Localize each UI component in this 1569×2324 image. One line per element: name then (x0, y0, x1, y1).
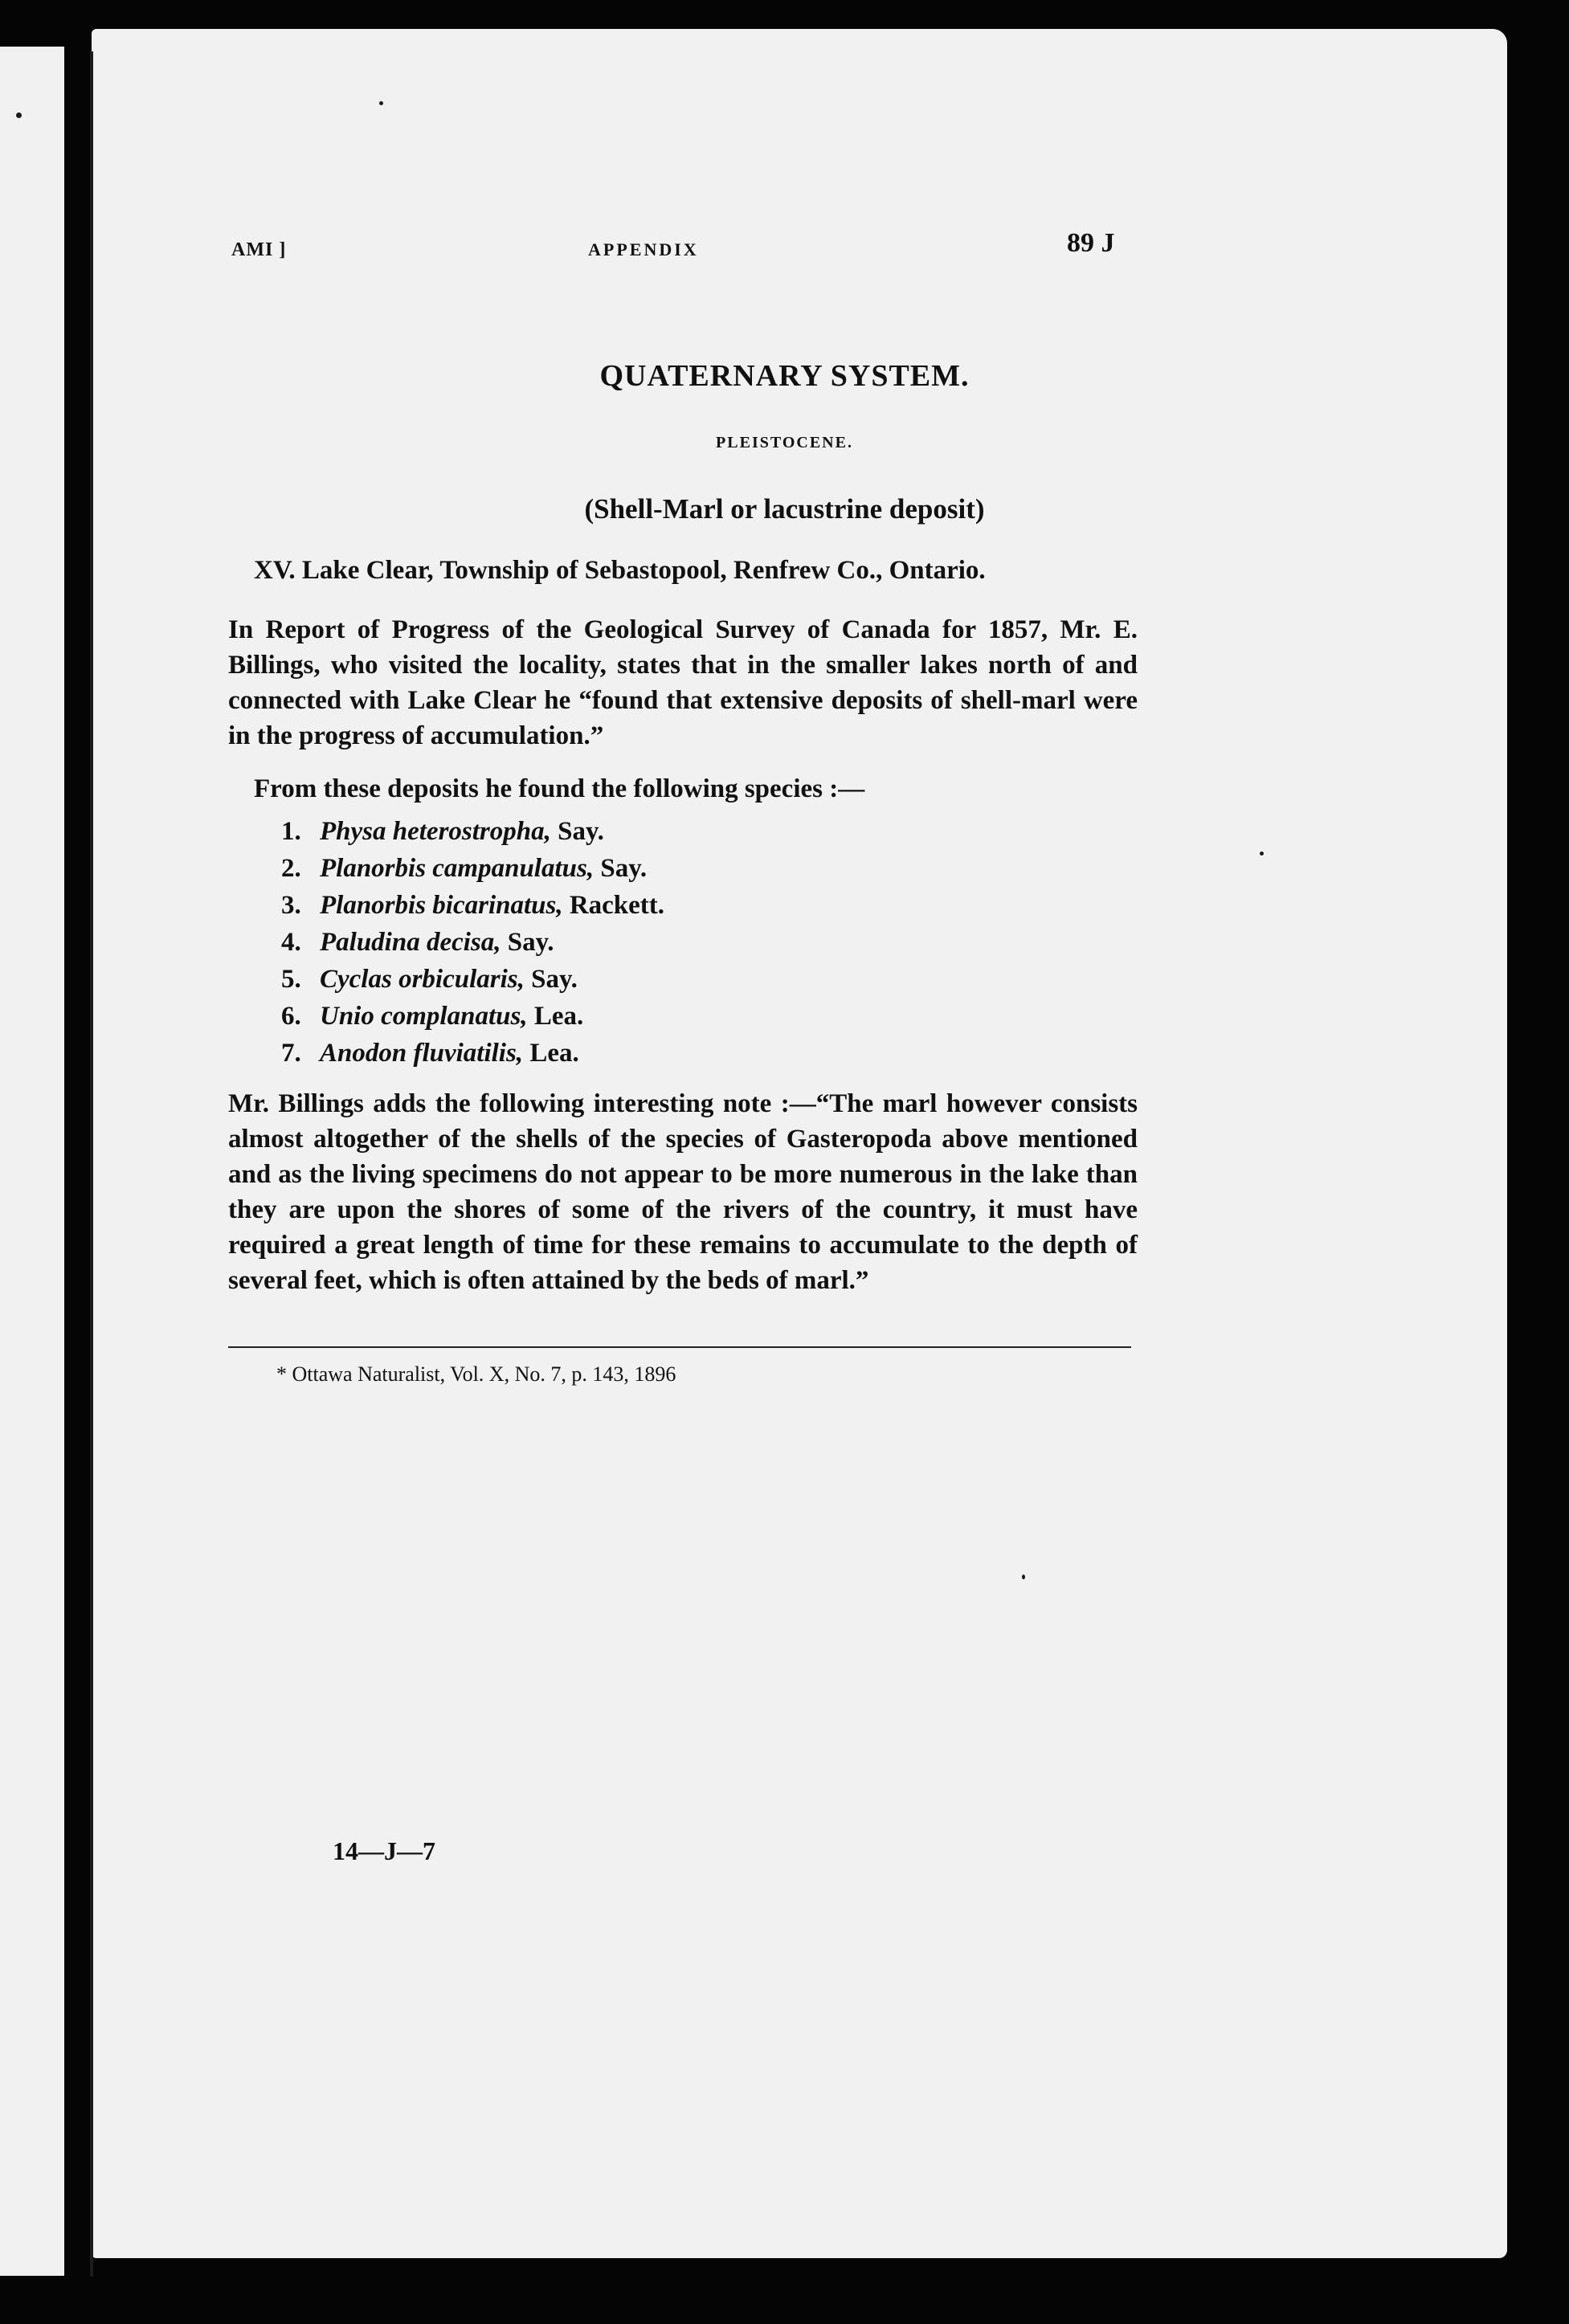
body-paragraph-1: In Report of Progress of the Geological Survey of Canada for 1857, Mr. E. Billings, who visited the locality, states that in the smaller lakes north of and connected with Lake Clear he “found that extensive deposits of shell-marl were in the progress of accumulation.” (228, 615, 1138, 750)
running-header-left: AMI ] (231, 239, 287, 260)
footnote: * Ottawa Naturalist, Vol. X, No. 7, p. 143, 1896 (276, 1362, 676, 1386)
species-name: Planorbis campanulatus, (320, 854, 595, 883)
species-name: Cyclas orbicularis, (320, 965, 525, 994)
species-name: Unio complanatus, (320, 1002, 528, 1031)
list-item-number: 3. (281, 891, 301, 920)
species-author: Rackett. (562, 891, 665, 920)
list-item (281, 887, 664, 924)
species-author: Say. (501, 928, 554, 957)
species-name: Paludina decisa, (320, 928, 501, 957)
list-item (281, 924, 664, 961)
species-author: Lea. (527, 1002, 584, 1031)
species-list (281, 813, 664, 1072)
scan-speck (379, 101, 383, 105)
species-author: Say. (550, 817, 604, 846)
species-author: Say. (524, 965, 578, 994)
list-item-number: 5. (281, 965, 301, 994)
list-item (281, 961, 664, 998)
section-title: QUATERNARY SYSTEM. (599, 359, 970, 393)
list-item-number: 2. (281, 854, 301, 883)
species-name: Anodon fluviatilis, (320, 1039, 524, 1068)
locality-heading: XV. Lake Clear, Township of Sebastopool, Renfrew Co., Ontario. (254, 556, 986, 585)
list-item (281, 1035, 664, 1072)
species-author: Say. (594, 854, 648, 883)
section-subtitle: PLEISTOCENE. (716, 434, 853, 451)
list-item-number: 4. (281, 928, 301, 957)
list-item (281, 998, 664, 1035)
list-item-number: 6. (281, 1002, 301, 1031)
scan-speck (1022, 1575, 1025, 1579)
list-item-number: 7. (281, 1039, 301, 1068)
scan-speck (1260, 852, 1264, 856)
species-name: Physa heterostropha, (320, 817, 551, 846)
species-name: Planorbis bicarinatus, (320, 891, 563, 920)
scan-speck (16, 112, 22, 118)
printer-signature: 14—J—7 (333, 1836, 435, 1865)
list-item (281, 813, 664, 850)
body-paragraph-2: From these deposits he found the following species :— (254, 774, 865, 803)
list-item-number: 1. (281, 817, 301, 846)
footnote-divider (228, 1346, 1131, 1348)
deposit-description: (Shell-Marl or lacustrine deposit) (584, 493, 985, 525)
body-paragraph-3: Mr. Billings adds the following interesting note :—“The marl however consists almost altogether of the shells of the species of Gasteropoda above mentioned and as the living specimens do not appear to be more numerous in the lake than they are upon the shores of some of the rivers of the country, it must have required a great length of time for these remains to accumulate to the depth of several feet, which is often attained by the beds of marl.” (228, 1089, 1138, 1295)
running-header-center: APPENDIX (588, 239, 699, 259)
list-item (281, 850, 664, 887)
page-number: 89 J (1067, 228, 1115, 258)
species-author: Lea. (523, 1039, 579, 1068)
